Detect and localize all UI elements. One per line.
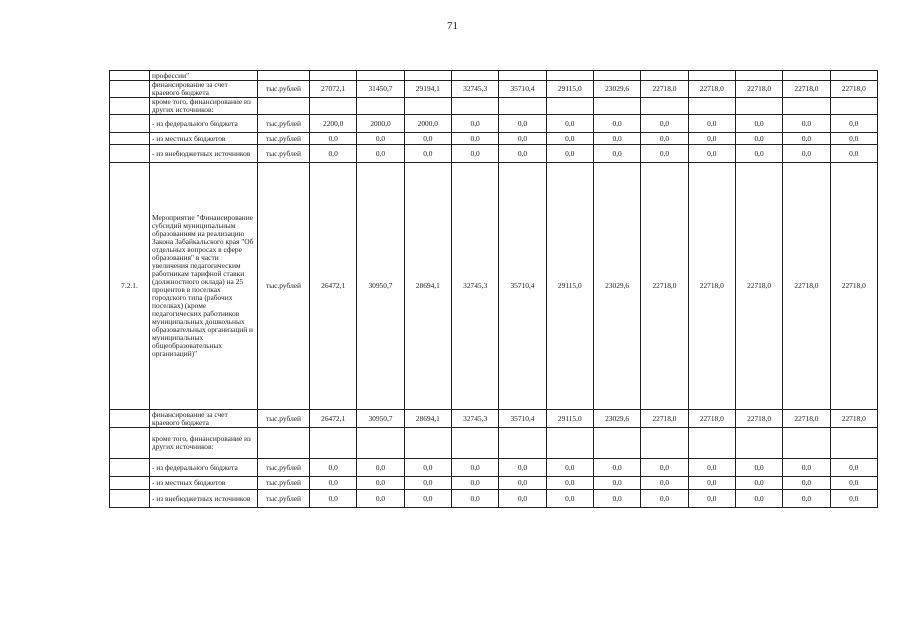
row-value: 22718,0 xyxy=(735,410,782,428)
row-value: 2000,0 xyxy=(404,115,451,133)
row-value: 0,0 xyxy=(404,477,451,490)
row-value: 26472,1 xyxy=(310,163,357,410)
row-value: 0,0 xyxy=(641,459,688,477)
row-value: 0,0 xyxy=(593,459,640,477)
row-value: 0,0 xyxy=(735,115,782,133)
row-value: 0,0 xyxy=(688,477,735,490)
row-value: 0,0 xyxy=(641,490,688,508)
table-row xyxy=(110,477,878,490)
table-row xyxy=(110,459,878,477)
row-description: Мероприятие "Финансирование субсидий муниципальным образованиям на реализацию Закона Забайкальского края "Об отдельных вопросах в сфере образования" в части увеличения педагогическим работникам тарифной ставки (должностного оклада) на 25 процентов в поселках городского типа (рабочих поселках) (кроме педагогических работников муниципальных дошкольных образовательных организаций и муниципальных общеобразовательных организаций)" xyxy=(150,163,258,410)
row-value: 0,0 xyxy=(451,145,498,163)
row-unit: тыс.рублей xyxy=(258,477,310,490)
row-value: 0,0 xyxy=(735,133,782,145)
row-value: 0,0 xyxy=(546,133,593,145)
row-value xyxy=(499,71,546,81)
row-value: 0,0 xyxy=(735,145,782,163)
row-value xyxy=(735,71,782,81)
row-value: 29115,0 xyxy=(546,81,593,98)
row-value: 29194,1 xyxy=(404,81,451,98)
row-value: 0,0 xyxy=(830,133,877,145)
row-value: 0,0 xyxy=(310,477,357,490)
row-value xyxy=(357,71,404,81)
row-description: финансирование за счет краевого бюджета xyxy=(150,81,258,98)
row-unit: тыс.рублей xyxy=(258,81,310,98)
row-value: 0,0 xyxy=(735,477,782,490)
row-code xyxy=(110,81,150,98)
row-value: 0,0 xyxy=(783,133,830,145)
row-value xyxy=(310,98,357,115)
row-value: 22718,0 xyxy=(641,410,688,428)
row-value xyxy=(310,71,357,81)
row-value: 0,0 xyxy=(451,459,498,477)
row-value: 0,0 xyxy=(641,133,688,145)
row-code xyxy=(110,115,150,133)
row-value xyxy=(546,71,593,81)
row-description: - из федерального бюджета xyxy=(150,115,258,133)
row-value: 0,0 xyxy=(546,490,593,508)
row-value: 0,0 xyxy=(546,459,593,477)
row-code xyxy=(110,145,150,163)
row-value: 0,0 xyxy=(641,477,688,490)
row-description: - из внебюджетных источников xyxy=(150,145,258,163)
row-unit: тыс.рублей xyxy=(258,490,310,508)
row-value: 28694,1 xyxy=(404,410,451,428)
row-value: 0,0 xyxy=(593,145,640,163)
row-value: 30950,7 xyxy=(357,163,404,410)
row-value xyxy=(783,98,830,115)
row-value: 0,0 xyxy=(451,490,498,508)
table-row xyxy=(110,490,878,508)
row-value: 0,0 xyxy=(783,115,830,133)
row-value: 0,0 xyxy=(404,145,451,163)
row-value: 26472,1 xyxy=(310,410,357,428)
row-code xyxy=(110,71,150,81)
row-value: 0,0 xyxy=(499,490,546,508)
row-value: 35710,4 xyxy=(499,163,546,410)
row-value: 22718,0 xyxy=(783,410,830,428)
row-value: 0,0 xyxy=(357,145,404,163)
row-value: 0,0 xyxy=(830,115,877,133)
row-description: кроме того, финансирование из других источников: xyxy=(150,98,258,115)
row-value xyxy=(357,98,404,115)
row-value: 23029,6 xyxy=(593,410,640,428)
row-value: 0,0 xyxy=(404,133,451,145)
row-value: 0,0 xyxy=(783,477,830,490)
row-value: 0,0 xyxy=(688,133,735,145)
row-value: 22718,0 xyxy=(688,163,735,410)
row-value xyxy=(310,428,357,459)
row-value xyxy=(783,71,830,81)
row-unit: тыс.рублей xyxy=(258,145,310,163)
row-value: 0,0 xyxy=(593,115,640,133)
row-code xyxy=(110,410,150,428)
row-value: 0,0 xyxy=(357,477,404,490)
row-value xyxy=(404,428,451,459)
table-row xyxy=(110,81,878,98)
row-value: 32745,3 xyxy=(451,163,498,410)
row-unit xyxy=(258,428,310,459)
row-value: 0,0 xyxy=(499,459,546,477)
table-row xyxy=(110,71,878,81)
row-value xyxy=(546,98,593,115)
row-value: 23029,6 xyxy=(593,163,640,410)
row-value xyxy=(688,71,735,81)
row-value: 0,0 xyxy=(404,459,451,477)
row-unit: тыс.рублей xyxy=(258,459,310,477)
row-value xyxy=(830,428,877,459)
row-unit xyxy=(258,98,310,115)
row-value xyxy=(499,98,546,115)
row-unit: тыс.рублей xyxy=(258,133,310,145)
table-row xyxy=(110,410,878,428)
row-unit: тыс.рублей xyxy=(258,410,310,428)
row-value xyxy=(451,428,498,459)
row-value: 22718,0 xyxy=(641,163,688,410)
row-value: 0,0 xyxy=(499,115,546,133)
row-value: 0,0 xyxy=(499,477,546,490)
row-value: 2200,0 xyxy=(310,115,357,133)
budget-table xyxy=(109,70,878,508)
row-value xyxy=(783,428,830,459)
row-value xyxy=(688,428,735,459)
row-value: 27072,1 xyxy=(310,81,357,98)
row-value: 0,0 xyxy=(593,477,640,490)
row-value xyxy=(688,98,735,115)
row-value: 0,0 xyxy=(451,115,498,133)
row-value xyxy=(451,98,498,115)
row-value: 0,0 xyxy=(593,133,640,145)
row-value: 0,0 xyxy=(357,133,404,145)
row-code xyxy=(110,98,150,115)
row-value: 0,0 xyxy=(641,145,688,163)
row-value xyxy=(641,71,688,81)
row-code xyxy=(110,459,150,477)
row-description: - из местных бюджетов xyxy=(150,477,258,490)
row-value: 0,0 xyxy=(735,490,782,508)
row-code: 7.2.1. xyxy=(110,163,150,410)
row-value xyxy=(499,428,546,459)
row-unit xyxy=(258,71,310,81)
row-value: 0,0 xyxy=(735,459,782,477)
row-value xyxy=(641,98,688,115)
row-value xyxy=(735,98,782,115)
row-value xyxy=(593,428,640,459)
row-value: 0,0 xyxy=(830,459,877,477)
row-description: профессии" xyxy=(150,71,258,81)
row-value: 0,0 xyxy=(641,115,688,133)
row-value: 30950,7 xyxy=(357,410,404,428)
row-value: 0,0 xyxy=(830,477,877,490)
row-value xyxy=(830,71,877,81)
row-value: 29115,0 xyxy=(546,410,593,428)
row-value: 2000,0 xyxy=(357,115,404,133)
row-value: 0,0 xyxy=(688,115,735,133)
row-description: - из внебюджетных источников xyxy=(150,490,258,508)
row-value: 35710,4 xyxy=(499,81,546,98)
row-value xyxy=(641,428,688,459)
row-description: - из федерального бюджета xyxy=(150,459,258,477)
row-value: 31450,7 xyxy=(357,81,404,98)
table-row xyxy=(110,163,878,410)
table-body xyxy=(110,71,878,508)
row-unit: тыс.рублей xyxy=(258,115,310,133)
row-value: 0,0 xyxy=(546,477,593,490)
page-number: 71 xyxy=(447,20,458,32)
row-value: 22718,0 xyxy=(688,81,735,98)
row-value: 0,0 xyxy=(593,490,640,508)
row-value xyxy=(593,71,640,81)
row-value: 28694,1 xyxy=(404,163,451,410)
row-value: 0,0 xyxy=(310,133,357,145)
row-value: 0,0 xyxy=(451,133,498,145)
row-code xyxy=(110,133,150,145)
row-value xyxy=(546,428,593,459)
table-row xyxy=(110,428,878,459)
row-description: финансирование за счет краевого бюджета xyxy=(150,410,258,428)
row-value: 0,0 xyxy=(499,133,546,145)
row-value: 22718,0 xyxy=(735,81,782,98)
row-value: 0,0 xyxy=(310,459,357,477)
row-value: 22718,0 xyxy=(830,163,877,410)
row-value: 22718,0 xyxy=(735,163,782,410)
row-value: 0,0 xyxy=(783,490,830,508)
row-value: 32745,3 xyxy=(451,410,498,428)
row-unit: тыс.рублей xyxy=(258,163,310,410)
row-value: 32745,3 xyxy=(451,81,498,98)
row-value: 22718,0 xyxy=(783,163,830,410)
table-row xyxy=(110,98,878,115)
row-value: 0,0 xyxy=(830,145,877,163)
row-value: 0,0 xyxy=(688,459,735,477)
row-code xyxy=(110,490,150,508)
row-value xyxy=(404,71,451,81)
row-value: 0,0 xyxy=(310,490,357,508)
row-value: 0,0 xyxy=(310,145,357,163)
row-value: 35710,4 xyxy=(499,410,546,428)
row-value: 0,0 xyxy=(783,459,830,477)
row-value xyxy=(357,428,404,459)
row-value xyxy=(404,98,451,115)
row-value: 0,0 xyxy=(688,490,735,508)
row-value: 22718,0 xyxy=(641,81,688,98)
table-row xyxy=(110,133,878,145)
table-row xyxy=(110,115,878,133)
row-value: 0,0 xyxy=(546,145,593,163)
row-value: 22718,0 xyxy=(830,410,877,428)
row-code xyxy=(110,477,150,490)
table-row xyxy=(110,145,878,163)
row-value xyxy=(830,98,877,115)
row-value: 0,0 xyxy=(546,115,593,133)
row-code xyxy=(110,428,150,459)
row-value xyxy=(735,428,782,459)
row-value: 23029,6 xyxy=(593,81,640,98)
row-value: 22718,0 xyxy=(688,410,735,428)
row-description: кроме того, финансирование из других источников: xyxy=(150,428,258,459)
row-value: 0,0 xyxy=(357,490,404,508)
row-value: 22718,0 xyxy=(830,81,877,98)
row-description: - из местных бюджетов xyxy=(150,133,258,145)
row-value: 0,0 xyxy=(451,477,498,490)
row-value xyxy=(451,71,498,81)
row-value: 0,0 xyxy=(357,459,404,477)
row-value xyxy=(593,98,640,115)
row-value: 0,0 xyxy=(499,145,546,163)
row-value: 29115,0 xyxy=(546,163,593,410)
row-value: 0,0 xyxy=(404,490,451,508)
row-value: 0,0 xyxy=(830,490,877,508)
row-value: 0,0 xyxy=(783,145,830,163)
row-value: 22718,0 xyxy=(783,81,830,98)
row-value: 0,0 xyxy=(688,145,735,163)
